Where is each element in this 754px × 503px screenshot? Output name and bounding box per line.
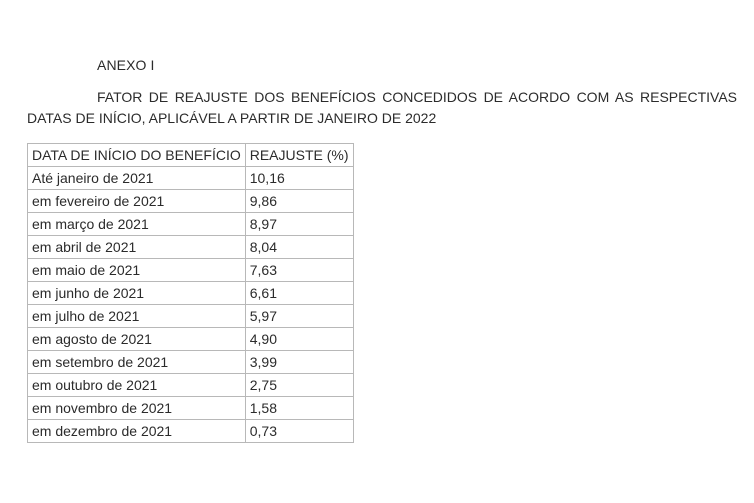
start-date-cell: em maio de 2021 <box>28 259 246 282</box>
adjustment-cell: 2,75 <box>245 374 353 397</box>
annex-description: FATOR DE REAJUSTE DOS BENEFÍCIOS CONCEDIDOS DE ACORDO COM AS RESPECTIVAS DATAS DE INÍCIO, APLICÁVEL A PARTIR DE JANEIRO DE 2022 <box>27 89 737 126</box>
adjustment-cell: 1,58 <box>245 397 353 420</box>
adjustment-cell: 9,86 <box>245 190 353 213</box>
start-date-cell: em dezembro de 2021 <box>28 420 246 443</box>
table-header-row <box>28 144 354 167</box>
table-row <box>28 351 354 374</box>
start-date-cell: em março de 2021 <box>28 213 246 236</box>
start-date-cell: em agosto de 2021 <box>28 328 246 351</box>
table-row <box>28 397 354 420</box>
table-row <box>28 305 354 328</box>
table-row <box>28 167 354 190</box>
table-row <box>28 282 354 305</box>
start-date-cell: em junho de 2021 <box>28 282 246 305</box>
adjustment-factor-table <box>27 143 354 443</box>
adjustment-cell: 3,99 <box>245 351 353 374</box>
adjustment-cell: 5,97 <box>245 305 353 328</box>
start-date-cell: em abril de 2021 <box>28 236 246 259</box>
table-row <box>28 190 354 213</box>
adjustment-cell: 6,61 <box>245 282 353 305</box>
start-date-cell: em outubro de 2021 <box>28 374 246 397</box>
table-row <box>28 420 354 443</box>
start-date-cell: em fevereiro de 2021 <box>28 190 246 213</box>
adjustment-cell: 8,04 <box>245 236 353 259</box>
table-row <box>28 328 354 351</box>
adjustment-cell: 4,90 <box>245 328 353 351</box>
table-row <box>28 259 354 282</box>
adjustment-cell: 7,63 <box>245 259 353 282</box>
adjustment-cell: 0,73 <box>245 420 353 443</box>
adjustment-cell: 10,16 <box>245 167 353 190</box>
table-row <box>28 236 354 259</box>
start-date-cell: em julho de 2021 <box>28 305 246 328</box>
table-row <box>28 374 354 397</box>
start-date-cell: em novembro de 2021 <box>28 397 246 420</box>
start-date-cell: em setembro de 2021 <box>28 351 246 374</box>
adjustment-cell: 8,97 <box>245 213 353 236</box>
column-header-adjustment: REAJUSTE (%) <box>245 144 353 167</box>
start-date-cell: Até janeiro de 2021 <box>28 167 246 190</box>
table-row <box>28 213 354 236</box>
annex-heading: ANEXO I <box>97 57 155 73</box>
column-header-start-date: DATA DE INÍCIO DO BENEFÍCIO <box>28 144 246 167</box>
